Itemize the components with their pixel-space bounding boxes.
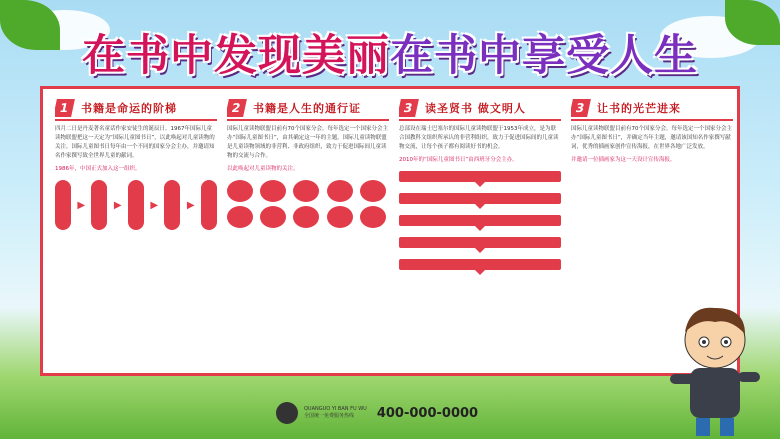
- section-text: 国际儿童读物联盟目前有70个国家分会。每年选定一个国家分会主办“国际儿童图书日”，由其确定这一年的主题。国际儿童读物联盟是儿童读物领域的非营利、非政府组织，致力于促进国际间儿童读物的交流与合作。: [227, 126, 389, 159]
- section-title: 读圣贤书 做文明人: [425, 102, 526, 115]
- section-header: [55, 97, 217, 121]
- section-text: 总部设在瑞士巴塞尔的国际儿童读物联盟于1953年成立，是为联合国教科文组织所承认的非营利组织，致力于促进国际间的儿童读物交流，让每个孩子都有阅读好书的机会。: [399, 126, 559, 150]
- section-number: 1: [55, 99, 75, 117]
- section-number: 3: [571, 99, 591, 117]
- footer-caption-en: QUANGUO YI BAN FU WU: [304, 406, 367, 412]
- section-title: 让书的光芒进来: [597, 102, 681, 115]
- section-3: [399, 97, 561, 367]
- section-header: [571, 97, 733, 121]
- section-title: 书籍是命运的阶梯: [81, 102, 177, 115]
- section-number: 2: [227, 99, 247, 117]
- section-title: 书籍是人生的通行证: [253, 102, 361, 115]
- section-text: 国际儿童读物联盟目前有70个国家分会。每年选定一个国家分会主办“国际儿童图书日”，并确定当年主题，邀请该国知名作家撰写献词，优秀的插画家创作宣传海报，在世界各地广泛发放。: [571, 126, 733, 150]
- banner-list-graphic: [399, 171, 561, 270]
- section-highlight: 以此唤起对儿童读物的关注。: [227, 166, 299, 172]
- page-title: [0, 22, 780, 83]
- company-logo-icon: [276, 402, 298, 424]
- section-header: [399, 97, 561, 121]
- boy-mascot-icon: [660, 300, 770, 439]
- content-board: [40, 86, 740, 376]
- section-text: 四月二日是丹麦著名童话作家安徒生的诞辰日。1967年国际儿童读物联盟把这一天定为“国际儿童图书日”，以此唤起对儿童读物的关注。国际儿童图书日每年由一个不同的国家分会主办，并邀请知名作家撰写致全世界儿童的献词。: [55, 126, 215, 159]
- section-highlight: 并邀请一位插画家为这一天设计宣传海报。: [571, 157, 676, 163]
- section-header: [227, 97, 389, 121]
- section-highlight: 1986年，中国正式加入这一组织。: [55, 166, 141, 172]
- circle-grid-graphic: [227, 180, 389, 228]
- section-number: 3: [399, 99, 419, 117]
- flow-graphic: ▶ ▶ ▶ ▶: [55, 180, 217, 230]
- footer: [276, 400, 504, 426]
- section-highlight: 2010年的“国际儿童图书日”由西班牙分会主办。: [399, 157, 518, 163]
- hotline-phone: 400-000-0000: [376, 405, 479, 421]
- section-2: [227, 97, 389, 367]
- title-part2: 在书中享受人生: [390, 31, 698, 81]
- footer-caption: 全国统一免费服务热线: [304, 413, 355, 419]
- section-1: [55, 97, 217, 367]
- title-part1: 在书中发现美丽: [82, 31, 390, 81]
